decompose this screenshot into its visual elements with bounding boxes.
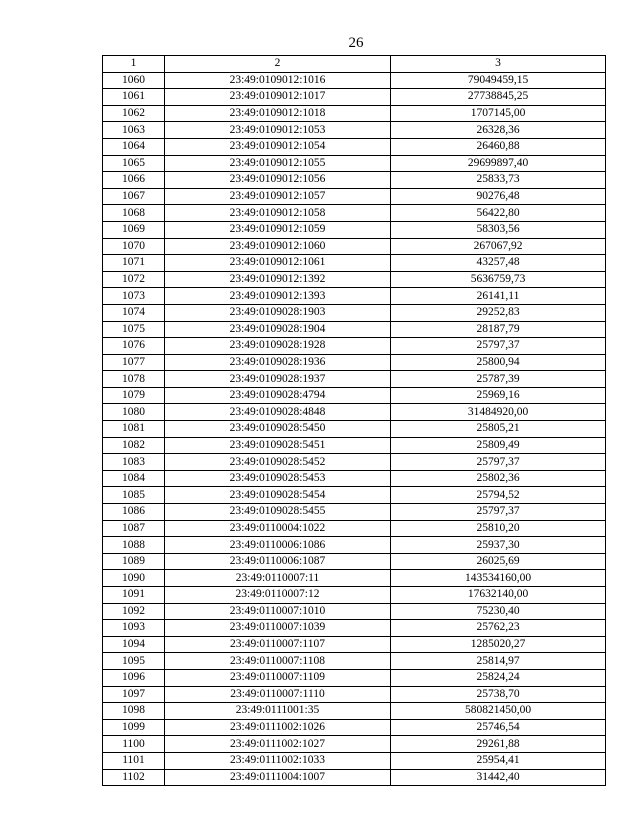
table-row bbox=[103, 686, 606, 703]
cadastral-number-cell: 23:49:0110007:1110 bbox=[165, 686, 391, 703]
cadastral-number-cell: 23:49:0109012:1055 bbox=[165, 155, 391, 172]
row-number-cell: 1079 bbox=[103, 387, 165, 404]
cadastral-number-cell: 23:49:0110004:1022 bbox=[165, 520, 391, 537]
table-row bbox=[103, 620, 606, 637]
cadastral-number-cell: 23:49:0111002:1033 bbox=[165, 752, 391, 769]
row-number-cell: 1088 bbox=[103, 537, 165, 554]
row-number-cell: 1077 bbox=[103, 354, 165, 371]
value-cell: 5636759,73 bbox=[391, 271, 606, 288]
table-row bbox=[103, 504, 606, 521]
row-number-cell: 1066 bbox=[103, 172, 165, 189]
row-number-cell: 1060 bbox=[103, 72, 165, 89]
cadastral-number-cell: 23:49:0111004:1007 bbox=[165, 769, 391, 786]
value-cell: 25810,20 bbox=[391, 520, 606, 537]
cadastral-number-cell: 23:49:0109028:5450 bbox=[165, 421, 391, 438]
row-number-cell: 1076 bbox=[103, 338, 165, 355]
value-cell: 25746,54 bbox=[391, 719, 606, 736]
row-number-cell: 1087 bbox=[103, 520, 165, 537]
table-row bbox=[103, 354, 606, 371]
cadastral-number-cell: 23:49:0109028:4794 bbox=[165, 387, 391, 404]
row-number-cell: 1062 bbox=[103, 105, 165, 122]
cadastral-number-cell: 23:49:0109012:1017 bbox=[165, 89, 391, 106]
value-cell: 28187,79 bbox=[391, 321, 606, 338]
table-row bbox=[103, 553, 606, 570]
cadastral-number-cell: 23:49:0109028:5454 bbox=[165, 487, 391, 504]
row-number-cell: 1068 bbox=[103, 205, 165, 222]
table-row bbox=[103, 221, 606, 238]
value-cell: 75230,40 bbox=[391, 603, 606, 620]
row-number-cell: 1061 bbox=[103, 89, 165, 106]
table-row bbox=[103, 304, 606, 321]
table-body bbox=[103, 72, 606, 786]
table-row bbox=[103, 238, 606, 255]
value-cell: 25824,24 bbox=[391, 669, 606, 686]
cadastral-number-cell: 23:49:0109028:5455 bbox=[165, 504, 391, 521]
value-cell: 25797,37 bbox=[391, 504, 606, 521]
table-row bbox=[103, 338, 606, 355]
value-cell: 25814,97 bbox=[391, 653, 606, 670]
value-cell: 25794,52 bbox=[391, 487, 606, 504]
cadastral-number-cell: 23:49:0110007:1109 bbox=[165, 669, 391, 686]
table-row bbox=[103, 703, 606, 720]
table-row bbox=[103, 72, 606, 89]
cadastral-number-cell: 23:49:0109012:1056 bbox=[165, 172, 391, 189]
cadastral-number-cell: 23:49:0109012:1016 bbox=[165, 72, 391, 89]
table-row bbox=[103, 288, 606, 305]
value-cell: 143534160,00 bbox=[391, 570, 606, 587]
value-cell: 25969,16 bbox=[391, 387, 606, 404]
row-number-cell: 1083 bbox=[103, 454, 165, 471]
cadastral-number-cell: 23:49:0109012:1058 bbox=[165, 205, 391, 222]
value-cell: 31442,40 bbox=[391, 769, 606, 786]
cadastral-number-cell: 23:49:0111002:1026 bbox=[165, 719, 391, 736]
cadastral-number-cell: 23:49:0110007:1107 bbox=[165, 636, 391, 653]
table-header-row bbox=[103, 56, 606, 73]
cadastral-number-cell: 23:49:0109012:1018 bbox=[165, 105, 391, 122]
cadastral-number-cell: 23:49:0109012:1059 bbox=[165, 221, 391, 238]
value-cell: 26025,69 bbox=[391, 553, 606, 570]
cadastral-number-cell: 23:49:0109028:1937 bbox=[165, 371, 391, 388]
value-cell: 29261,88 bbox=[391, 736, 606, 753]
row-number-cell: 1067 bbox=[103, 188, 165, 205]
cadastral-number-cell: 23:49:0109012:1393 bbox=[165, 288, 391, 305]
table-row bbox=[103, 537, 606, 554]
cadastral-number-cell: 23:49:0110006:1086 bbox=[165, 537, 391, 554]
row-number-cell: 1089 bbox=[103, 553, 165, 570]
table-row bbox=[103, 321, 606, 338]
row-number-cell: 1098 bbox=[103, 703, 165, 720]
cadastral-number-cell: 23:49:0110007:1010 bbox=[165, 603, 391, 620]
table-row bbox=[103, 736, 606, 753]
table-row bbox=[103, 719, 606, 736]
row-number-cell: 1090 bbox=[103, 570, 165, 587]
table-row bbox=[103, 653, 606, 670]
value-cell: 1285020,27 bbox=[391, 636, 606, 653]
value-cell: 25797,37 bbox=[391, 454, 606, 471]
cadastral-number-cell: 23:49:0111001:35 bbox=[165, 703, 391, 720]
cadastral-number-cell: 23:49:0109028:4848 bbox=[165, 404, 391, 421]
table-row bbox=[103, 188, 606, 205]
row-number-cell: 1082 bbox=[103, 437, 165, 454]
row-number-cell: 1069 bbox=[103, 221, 165, 238]
table-row bbox=[103, 487, 606, 504]
column-header-3: 3 bbox=[391, 56, 606, 73]
cadastral-number-cell: 23:49:0109012:1061 bbox=[165, 255, 391, 272]
row-number-cell: 1095 bbox=[103, 653, 165, 670]
table-row bbox=[103, 603, 606, 620]
value-cell: 580821450,00 bbox=[391, 703, 606, 720]
row-number-cell: 1096 bbox=[103, 669, 165, 686]
cadastral-number-cell: 23:49:0109028:5453 bbox=[165, 470, 391, 487]
value-cell: 25954,41 bbox=[391, 752, 606, 769]
value-cell: 25833,73 bbox=[391, 172, 606, 189]
value-cell: 25800,94 bbox=[391, 354, 606, 371]
value-cell: 29252,83 bbox=[391, 304, 606, 321]
value-cell: 56422,80 bbox=[391, 205, 606, 222]
row-number-cell: 1100 bbox=[103, 736, 165, 753]
row-number-cell: 1084 bbox=[103, 470, 165, 487]
cadastral-number-cell: 23:49:0110007:11 bbox=[165, 570, 391, 587]
table-row bbox=[103, 636, 606, 653]
row-number-cell: 1072 bbox=[103, 271, 165, 288]
table-row bbox=[103, 271, 606, 288]
cadastral-number-cell: 23:49:0109028:1928 bbox=[165, 338, 391, 355]
table-row bbox=[103, 520, 606, 537]
value-cell: 31484920,00 bbox=[391, 404, 606, 421]
table-row bbox=[103, 669, 606, 686]
value-cell: 26460,88 bbox=[391, 138, 606, 155]
value-cell: 25937,30 bbox=[391, 537, 606, 554]
cadastral-number-cell: 23:49:0109028:1904 bbox=[165, 321, 391, 338]
cadastral-number-cell: 23:49:0110007:12 bbox=[165, 587, 391, 604]
cadastral-number-cell: 23:49:0110007:1108 bbox=[165, 653, 391, 670]
column-header-1: 1 bbox=[103, 56, 165, 73]
row-number-cell: 1092 bbox=[103, 603, 165, 620]
row-number-cell: 1064 bbox=[103, 138, 165, 155]
row-number-cell: 1081 bbox=[103, 421, 165, 438]
row-number-cell: 1080 bbox=[103, 404, 165, 421]
row-number-cell: 1085 bbox=[103, 487, 165, 504]
table-row bbox=[103, 172, 606, 189]
data-table bbox=[102, 55, 606, 786]
table-row bbox=[103, 155, 606, 172]
value-cell: 25762,23 bbox=[391, 620, 606, 637]
value-cell: 26141,11 bbox=[391, 288, 606, 305]
row-number-cell: 1094 bbox=[103, 636, 165, 653]
table-row bbox=[103, 138, 606, 155]
row-number-cell: 1063 bbox=[103, 122, 165, 139]
table-row bbox=[103, 421, 606, 438]
table-row bbox=[103, 255, 606, 272]
value-cell: 26328,36 bbox=[391, 122, 606, 139]
column-header-2: 2 bbox=[165, 56, 391, 73]
row-number-cell: 1097 bbox=[103, 686, 165, 703]
row-number-cell: 1091 bbox=[103, 587, 165, 604]
row-number-cell: 1070 bbox=[103, 238, 165, 255]
value-cell: 43257,48 bbox=[391, 255, 606, 272]
value-cell: 25805,21 bbox=[391, 421, 606, 438]
table-row bbox=[103, 387, 606, 404]
table-row bbox=[103, 122, 606, 139]
cadastral-number-cell: 23:49:0109012:1060 bbox=[165, 238, 391, 255]
value-cell: 25802,36 bbox=[391, 470, 606, 487]
table-row bbox=[103, 752, 606, 769]
value-cell: 29699897,40 bbox=[391, 155, 606, 172]
cadastral-number-cell: 23:49:0109028:1936 bbox=[165, 354, 391, 371]
cadastral-number-cell: 23:49:0109028:5451 bbox=[165, 437, 391, 454]
value-cell: 58303,56 bbox=[391, 221, 606, 238]
table-row bbox=[103, 89, 606, 106]
row-number-cell: 1073 bbox=[103, 288, 165, 305]
cadastral-number-cell: 23:49:0110006:1087 bbox=[165, 553, 391, 570]
value-cell: 27738845,25 bbox=[391, 89, 606, 106]
row-number-cell: 1075 bbox=[103, 321, 165, 338]
value-cell: 25797,37 bbox=[391, 338, 606, 355]
cadastral-number-cell: 23:49:0109028:1903 bbox=[165, 304, 391, 321]
table-row bbox=[103, 587, 606, 604]
cadastral-number-cell: 23:49:0109012:1057 bbox=[165, 188, 391, 205]
row-number-cell: 1099 bbox=[103, 719, 165, 736]
cadastral-number-cell: 23:49:0109012:1054 bbox=[165, 138, 391, 155]
table-row bbox=[103, 769, 606, 786]
cadastral-number-cell: 23:49:0111002:1027 bbox=[165, 736, 391, 753]
table-row bbox=[103, 205, 606, 222]
row-number-cell: 1086 bbox=[103, 504, 165, 521]
row-number-cell: 1074 bbox=[103, 304, 165, 321]
value-cell: 17632140,00 bbox=[391, 587, 606, 604]
value-cell: 1707145,00 bbox=[391, 105, 606, 122]
value-cell: 25738,70 bbox=[391, 686, 606, 703]
value-cell: 25787,39 bbox=[391, 371, 606, 388]
row-number-cell: 1102 bbox=[103, 769, 165, 786]
value-cell: 267067,92 bbox=[391, 238, 606, 255]
table-row bbox=[103, 570, 606, 587]
row-number-cell: 1101 bbox=[103, 752, 165, 769]
row-number-cell: 1065 bbox=[103, 155, 165, 172]
row-number-cell: 1071 bbox=[103, 255, 165, 272]
value-cell: 79049459,15 bbox=[391, 72, 606, 89]
row-number-cell: 1093 bbox=[103, 620, 165, 637]
cadastral-number-cell: 23:49:0110007:1039 bbox=[165, 620, 391, 637]
table-row bbox=[103, 371, 606, 388]
cadastral-number-cell: 23:49:0109012:1392 bbox=[165, 271, 391, 288]
cadastral-number-cell: 23:49:0109012:1053 bbox=[165, 122, 391, 139]
value-cell: 25809,49 bbox=[391, 437, 606, 454]
table-row bbox=[103, 404, 606, 421]
value-cell: 90276,48 bbox=[391, 188, 606, 205]
cadastral-number-cell: 23:49:0109028:5452 bbox=[165, 454, 391, 471]
table-row bbox=[103, 470, 606, 487]
page-number: 26 bbox=[348, 35, 364, 51]
table-row bbox=[103, 105, 606, 122]
table-row bbox=[103, 437, 606, 454]
table-row bbox=[103, 454, 606, 471]
row-number-cell: 1078 bbox=[103, 371, 165, 388]
